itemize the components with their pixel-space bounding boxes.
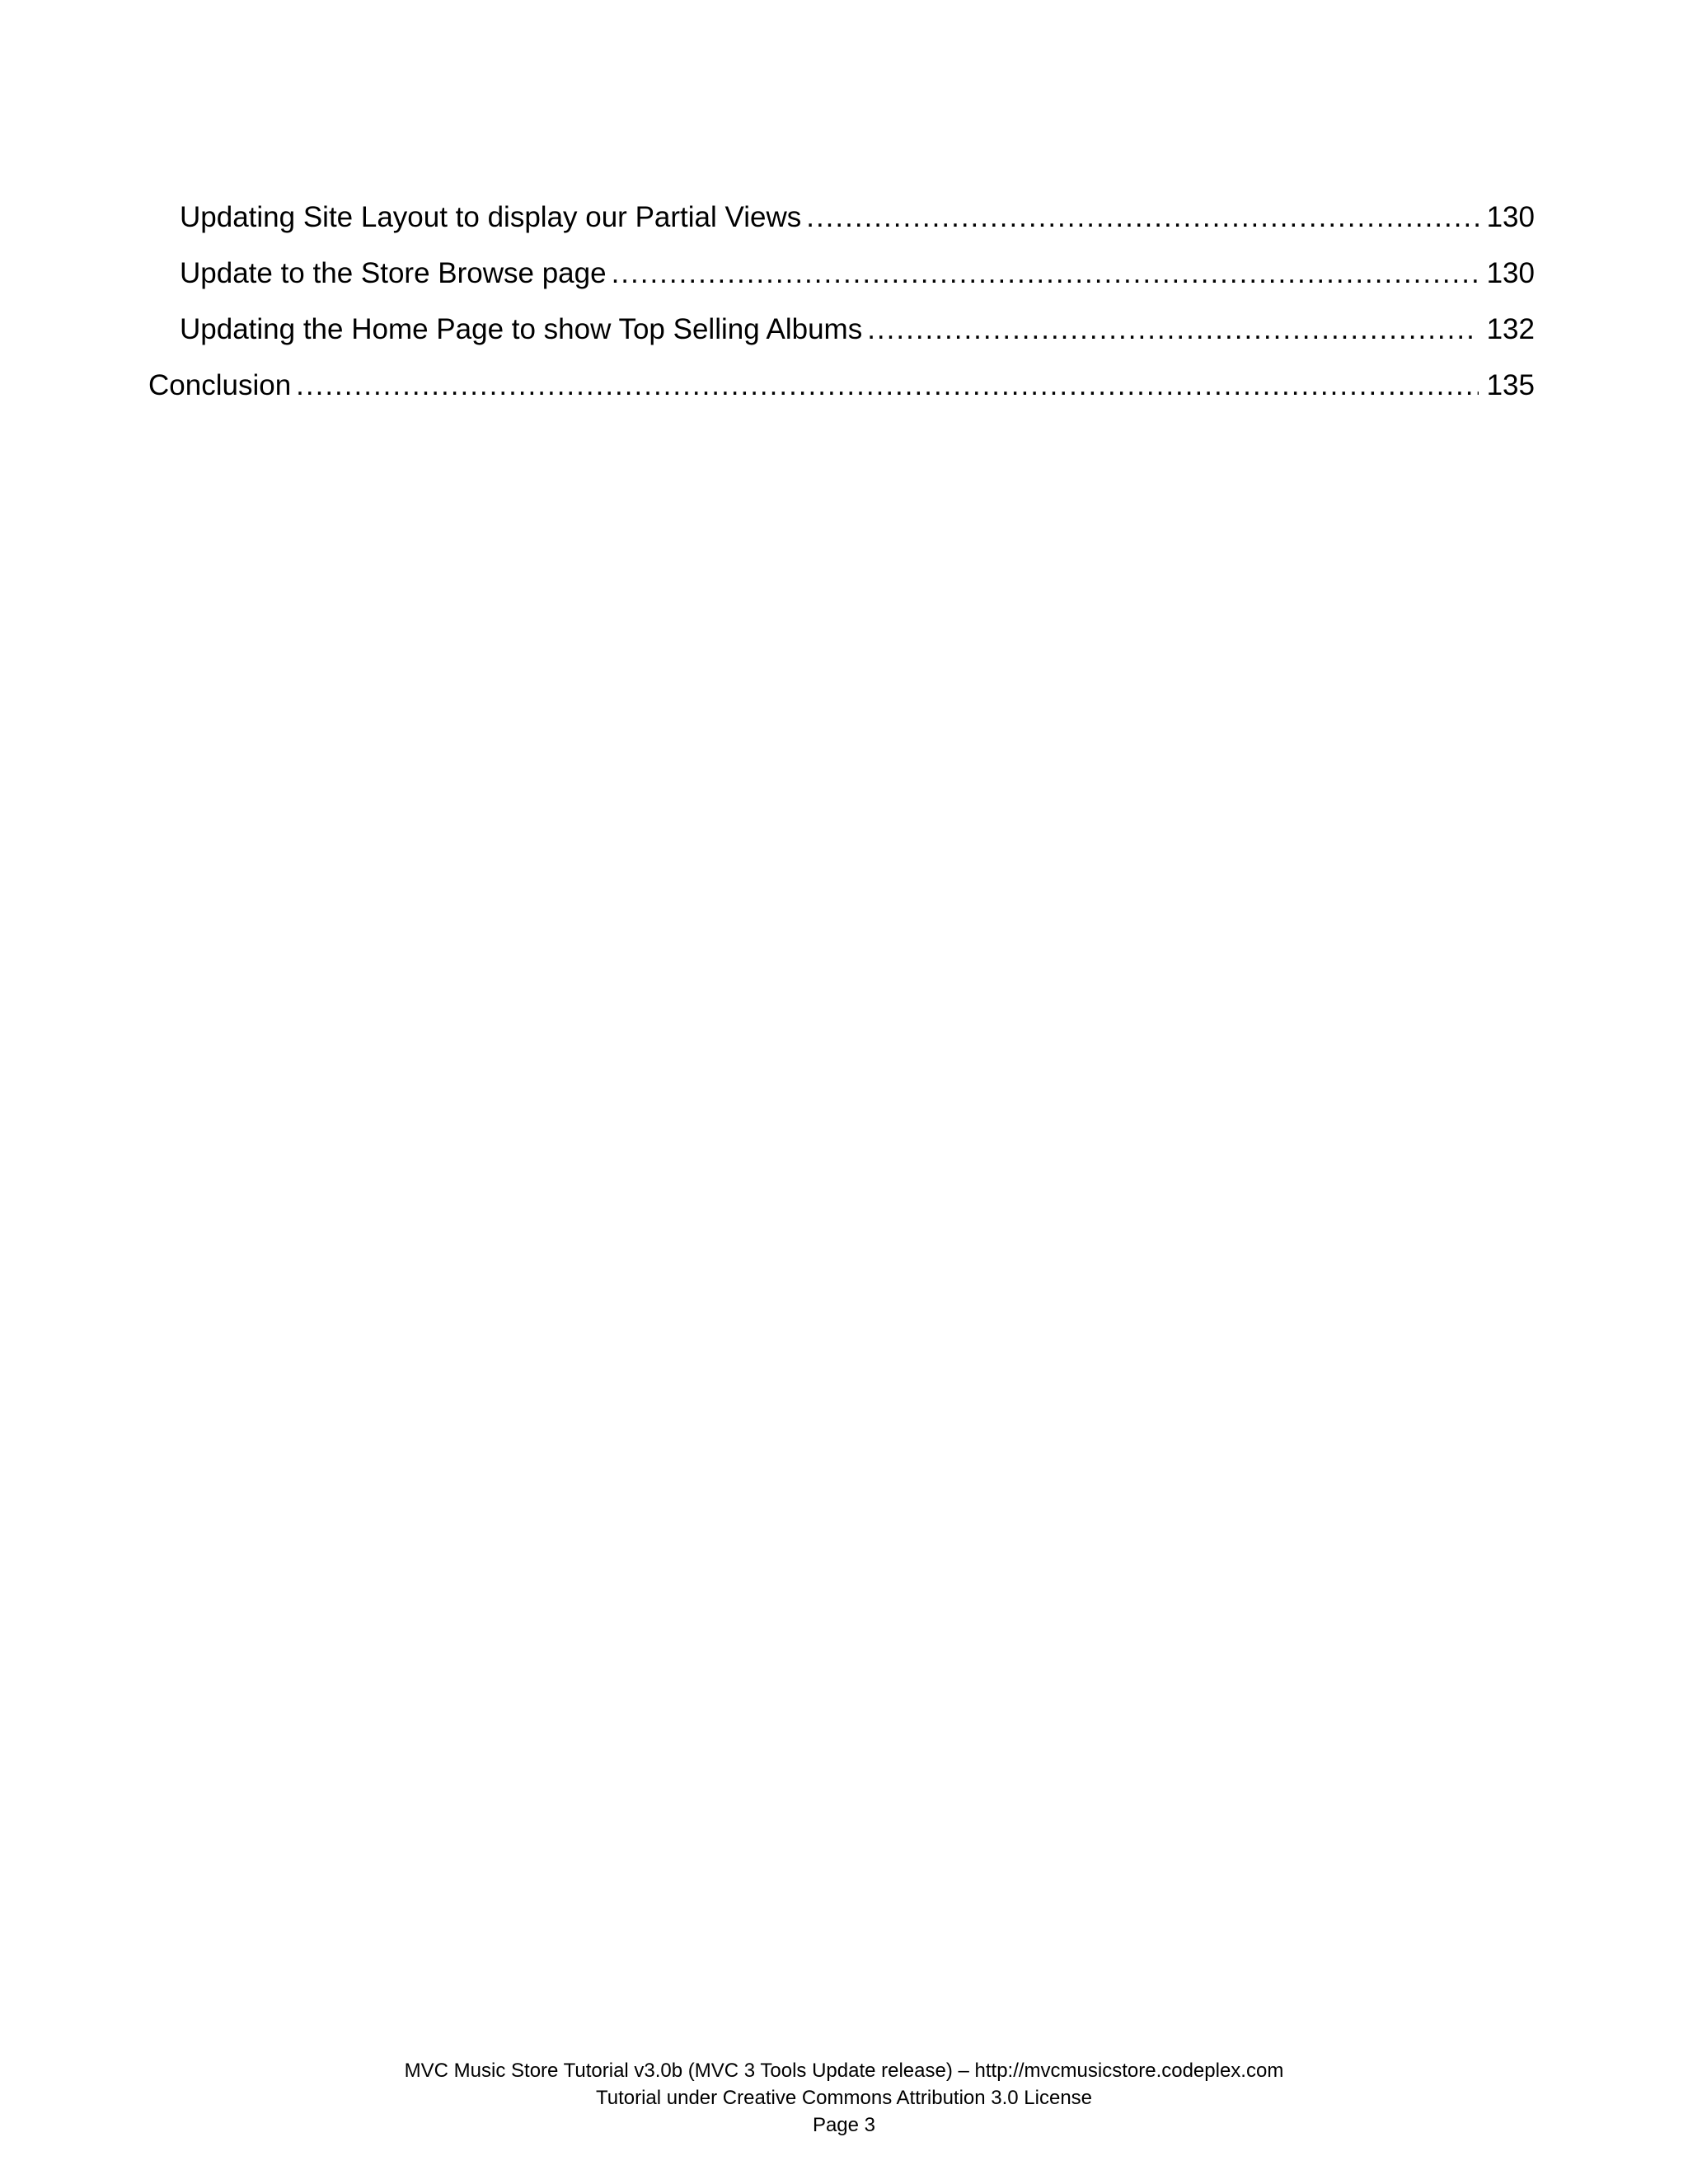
toc-entry-title: Updating the Home Page to show Top Selling Albums [180,307,867,353]
toc-entry-title: Updating Site Layout to display our Partial Views [180,194,806,241]
toc-entry-page-number: 130 [1486,201,1535,233]
toc-entry-page-number: 135 [1486,369,1535,401]
page-footer [0,2057,1688,2139]
toc-entry-title: Conclusion [148,363,296,409]
table-of-contents [148,194,1535,419]
toc-entry-page-number: 132 [1486,313,1535,345]
toc-dot-leader [806,194,1478,241]
toc-entry-updating-site-layout[interactable] [148,194,1535,251]
toc-entry-updating-home-page[interactable] [148,307,1535,363]
toc-entry-page-number: 130 [1486,257,1535,289]
footer-tutorial-line: MVC Music Store Tutorial v3.0b (MVC 3 Tools Update release) – http://mvcmusicstore.codeplex.com [404,2060,1284,2082]
toc-entry-title: Update to the Store Browse page [180,251,612,297]
toc-entry-update-store-browse[interactable] [148,251,1535,307]
toc-dot-leader [867,307,1478,353]
footer-license-line: Tutorial under Creative Commons Attribution 3.0 License [595,2087,1093,2109]
footer-page-number: Page 3 [812,2114,876,2136]
toc-dot-leader [612,251,1479,297]
toc-dot-leader [296,363,1478,409]
toc-entry-conclusion[interactable] [148,363,1535,419]
